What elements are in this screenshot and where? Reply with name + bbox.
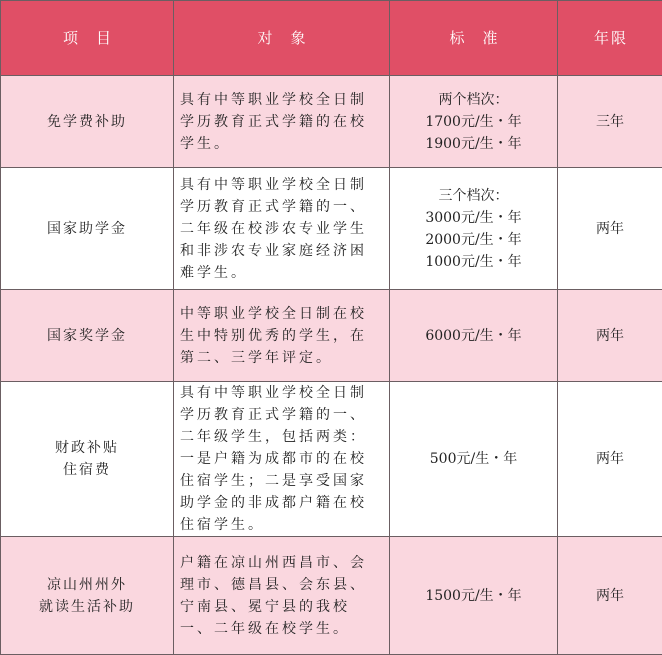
standard-line: 三个档次：	[390, 185, 557, 207]
row-name-cell	[1, 168, 174, 290]
row-standard-cell	[390, 76, 558, 168]
row-name: 国家助学金	[1, 218, 173, 240]
table-row	[1, 537, 662, 655]
standard-line: 两个档次：	[390, 89, 557, 111]
row-target: 户籍在凉山州西昌市、会理市、德昌县、会东县、宁南县、冕宁县的我校一、二年级在校学生。	[174, 537, 390, 655]
table-row	[1, 76, 662, 168]
header-standard: 标准	[390, 1, 558, 76]
standard-line: 1000元/生・年	[390, 251, 557, 273]
standard-line: 2000元/生・年	[390, 229, 557, 251]
row-years: 三年	[558, 76, 662, 168]
table-row	[1, 290, 662, 382]
standard-line: 6000元/生・年	[390, 325, 557, 347]
row-standard-cell	[390, 290, 558, 382]
row-years: 两年	[558, 382, 662, 537]
table-row	[1, 168, 662, 290]
row-years: 两年	[558, 537, 662, 655]
row-name: 财政补贴	[1, 437, 173, 459]
row-name: 凉山州州外	[1, 574, 173, 596]
standard-line: 500元/生・年	[390, 448, 557, 470]
row-target: 具有中等职业学校全日制学历教育正式学籍的在校学生。	[174, 76, 390, 168]
row-name-cell	[1, 382, 174, 537]
standard-line: 1500元/生・年	[390, 585, 557, 607]
header-years: 年限	[558, 1, 662, 76]
row-standard-cell	[390, 168, 558, 290]
row-standard-cell	[390, 537, 558, 655]
table-row	[1, 382, 662, 537]
row-target: 中等职业学校全日制在校生中特别优秀的学生，在第二、三学年评定。	[174, 290, 390, 382]
row-name: 就读生活补助	[1, 596, 173, 618]
table-header-row	[1, 1, 662, 76]
standard-line: 1900元/生・年	[390, 133, 557, 155]
row-years: 两年	[558, 168, 662, 290]
standard-line: 1700元/生・年	[390, 111, 557, 133]
standard-line: 3000元/生・年	[390, 207, 557, 229]
row-name-cell	[1, 76, 174, 168]
header-item: 项目	[1, 1, 174, 76]
row-standard-cell	[390, 382, 558, 537]
row-target: 具有中等职业学校全日制学历教育正式学籍的一、二年级学生，包括两类：一是户籍为成都市的在校住宿学生；二是享受国家助学金的非成都户籍在校住宿学生。	[174, 382, 390, 537]
row-name: 免学费补助	[1, 111, 173, 133]
row-target: 具有中等职业学校全日制学历教育正式学籍的一、二年级在校涉农专业学生和非涉农专业家庭经济困难学生。	[174, 168, 390, 290]
row-name-cell	[1, 537, 174, 655]
row-name: 住宿费	[1, 459, 173, 481]
row-name-cell	[1, 290, 174, 382]
row-years: 两年	[558, 290, 662, 382]
header-target: 对象	[174, 1, 390, 76]
row-name: 国家奖学金	[1, 325, 173, 347]
